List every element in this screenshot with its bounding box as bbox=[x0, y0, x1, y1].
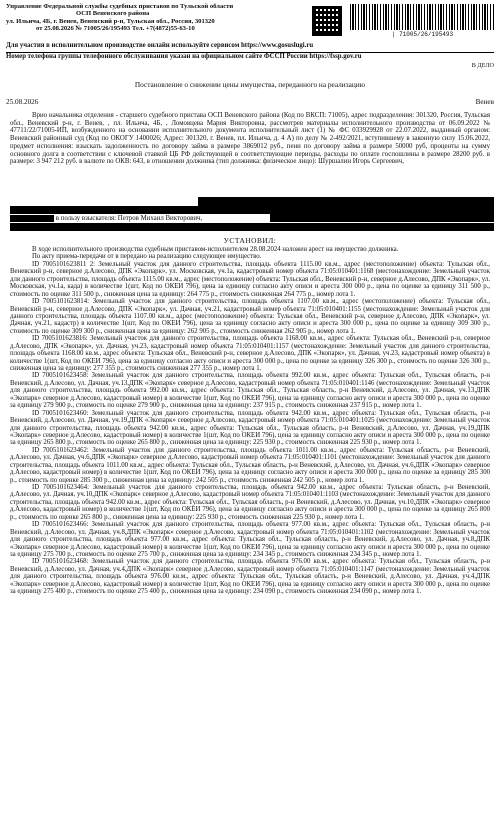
lot-item: ID 7005101623468: Земельный участок для данного строительства, площадь объекта 976.00 кв.м., адрес объекта: Тульская обл., Тульская область, р-н Веневский, д.Алесово, ул. Дачная, уч.4,ДПК «Экопарк» северное д.Алесово, кадастровый номер объекта 71:05:010401:1147 (местонахождение: Земельный участок для данного строительства, площадь объекта 976.00 кв.м., адрес объекта: Тульская обл., Тульская область, р-н Веневский, д.Алесово, ул. Дачная, уч.4,ДПК «Экопарк» северное д.Алесово, кадастровый номер) в количестве 1(шт, Код по ОКЕИ 796), цена за единицу согласно акту описи и ареста 300 000 р., цена по оценке за единицу 275 400 р., стоимость по оценке 275 400 р., сниженная цена за единицу: 234 090 р., стоимость сниженная 234 090 р., номер лота 1. bbox=[10, 558, 490, 596]
redacted-prefix bbox=[10, 215, 54, 222]
header-line-department: ОСП Веневского района bbox=[76, 10, 150, 18]
lot-item: ID 7005101623458: Земельный участок для данного строительства, площадь объекта 992.00 кв.м., адрес объекта: Тульская обл., Тульская область, р-н Веневский, д.Алесово, ул. Дачная, уч.13,ДПК «Экопарк» северное д.Алесово, кадастровый номер объекта 71:05:010401:1146 (местонахождение: Земельный участок для данного строительства, площадь объекта 992.00 кв.м., адрес объекта: Тульская обл., Тульская область, р-н Веневский, д.Алесово, ул. Дачная, уч.13,ДПК «Экопарк» северное д.Алесово, кадастровый номер) в количестве 1(шт, Код по ОКЕИ 796), цена за единицу согласно акту описи и ареста 300 000 р., цена по оценке за единицу 279 900 р., стоимость по оценке 279 900 р., сниженная цена за единицу: 237 915 р., стоимость сниженная 237 915 р., номер лота 1. bbox=[10, 372, 490, 410]
header-block bbox=[6, 3, 306, 33]
header-line-address: ул. Ильича, 4Б, г. Венев, Веневский р-н, Тульская обл., Россия, 301320 bbox=[6, 17, 215, 25]
creditor-line bbox=[10, 215, 202, 222]
header-line-number: от 25.08.2026 № 71005/26/195493 Тел. +7(4872)55-63-10 bbox=[36, 25, 195, 33]
redacted-debtor-info bbox=[198, 197, 494, 206]
gosuslugi-notice: Для участия в исполнительном производстве онлайн используйте сервисом https://www.gosuslugi.ru bbox=[6, 42, 314, 49]
document-city: Венев bbox=[475, 98, 494, 106]
intro-paragraph: Врио начальника отделения - старшего судебного пристава ОСП Веневского района (Код по ВКСП: 71005), адрес подразделения: 301320, Россия, Тульская обл., Веневский р-н, г. Венев, , пл. Ильича, 4Б, , Ломовцева Мария Викторовна, рассмотрев материалы исполнительного производства от 06.09.2022 № 47711/22/71005-ИП, возбужденного на основании исполнительного документа исполнительный лист (1) № ФС 033929928 от 22.07.2022, выданный органом: Веневский районный суд (Код по ОКОГУ 1400026; Адрес: 301320, г. Венев, пл. Ильича, д. 4 А) по делу № 2-492/2021, вступившему в законную силу 15.06.2022, предмет исполнения: взыскать задолженность по договору займа в размере 3869012 руб., пени по договору займа в размере 50000 руб, проценты на сумму основного долга в соответствии с ключевой ставкой ЦБ РФ действующей в соответствующие периоды, расходы по оплате госпошлины в размере 28200 руб. в размере: 3 947 212 руб. в валюте по ОКВ: 643, в отношении должника (тип должника: физическое лицо): Шуршалин Игорь Сергеевич, bbox=[10, 112, 490, 166]
phone-notice: Номер телефона группы телефонного обслуживания указан на официальном сайте ФССП России https://fssp.gov.ru bbox=[6, 53, 362, 60]
lot-item: ID 7005101623462: Земельный участок для данного строительства, площадь объекта 1011.00 кв.м., адрес объекта: Тульская область, р-н Веневский, д.Алесово, ул. Дачная, уч.6,ДПК «Экопарк» северное д.Алесово, кадастровый номер объекта 71:05:010401:1101 (местонахождение: Земельный участок для данного строительства, площадь объекта 1011.00 кв.м., адрес объекта: Тульская обл., Тульская область, р-н Веневский, д.Алесово, ул. Дачная, уч.6,ДПК «Экопарк» северное д.Алесово, кадастровый номер) в количестве 1(шт, Код по ОКЕИ 796), цена за единицу согласно акту описи и ареста 300 000 р., цена по оценке за единицу 285 300 р., стоимость по оценке 285 300 р., сниженная цена за единицу: 242 505 р., стоимость сниженная 242 505 р., номер лота 1. bbox=[10, 446, 490, 484]
intro-section bbox=[10, 112, 490, 166]
redacted-creditor-address bbox=[10, 223, 494, 231]
barcode-number: | 71005/26/195493 bbox=[391, 31, 454, 38]
lot-item: ID 7005101623466: Земельный участок для данного строительства, площадь объекта 977.00 кв.м., адрес объекта: Тульская обл., Тульская область, р-н Веневский, д.Алесово, ул. Дачная, уч.8,ДПК «Экопарк» северное д.Алесово, кадастровый номер объекта 71:05:010401:1102 (местонахождение: Земельный участок для данного строительства, площадь объекта 977.00 кв.м., адрес объекта: Тульская обл., Тульская область, р-н Веневский, д.Алесово, ул. Дачная, уч.8,ДПК «Экопарк» северное д.Алесово, кадастровый номер) в количестве 1(шт, Код по ОКЕИ 796), цена за единицу согласно акту описи и ареста 300 000 р., цена по оценке за единицу 275 700 р., стоимость по оценке 275 700 р., сниженная цена за единицу: 234 345 р., стоимость сниженная 234 345 р., номер лота 1. bbox=[10, 521, 490, 558]
lot-item: ID 7005101623460: Земельный участок для данного строительства, площадь объекта 942.00 кв.м., адрес объекта: Тульская обл., Тульская область, р-н Веневский, д.Алесово, ул. Дачная, уч.19,ДПК «Экопарк» северное д.Алесово, кадастровый номер объекта 71:05:010401:1025 (местонахождение: Земельный участок для данного строительства, площадь объекта 942.00 кв.м., адрес объекта: Тульская обл., Тульская область, р-н Веневский, д.Алесово, ул. Дачная, уч.19,ДПК «Экопарк» северное д.Алесово, кадастровый номер) в количестве 1(шт, Код по ОКЕИ 796), цена за единицу согласно акту описи и ареста 300 000 р., цена по оценке за единицу 265 800 р., стоимость по оценке 265 800 р., сниженная цена за единицу: 225 930 р., стоимость сниженная 225 930 р., номер лота 1. bbox=[10, 409, 490, 447]
barcode-icon bbox=[350, 4, 495, 30]
redacted-creditor-details bbox=[270, 214, 494, 222]
v-delo-stamp: В ДЕЛО bbox=[471, 62, 494, 69]
ustanovil-text: В ходе исполнительного производства судебным приставом-исполнителем 28.08.2024 наложен арест на имущество должника. bbox=[32, 246, 399, 253]
redacted-debtor-address bbox=[10, 206, 494, 214]
qr-code-icon bbox=[312, 6, 342, 36]
lot-item: ID 7005101623814: Земельный участок для данного строительства, площадь объекта 1107.00 кв.м., адрес (местоположение) объекта: Тульская обл., Веневский р-н, северное д.Алесово, ДПК «Экопарк», ул. Дачная, уч.21, кадастровый номер объекта 71:05:010401:1155 (местонахождение: Земельный участок для данного строительства, площадь объекта 1107.00 кв.м., адрес (местоположение) объекта: Тульская обл., Веневский р-н, северное д.Алесово, ДПК «Экопарк», ул. Дачная, уч.21, кадастр) в количестве 1(шт, Код по ОКЕИ 796), цена за единицу согласно акту описи и ареста 300 000 р., цена по оценке за единицу 309 300 р., стоимость по оценке 309 300 р., сниженная цена за единицу: 262 905 р., стоимость сниженная 262 905 р., номер лота 1. bbox=[10, 298, 490, 335]
creditor-name: Петров Михаил Викторович, bbox=[117, 215, 203, 222]
act-text: По акту приема-передачи от в передано на реализацию следующее имущество. bbox=[32, 253, 262, 261]
creditor-prefix: в пользу взыскателя: bbox=[55, 215, 117, 222]
header-line-agency: Управление Федеральной службы судебных приставов по Тульской области bbox=[6, 3, 234, 10]
ustanovil-heading: УСТАНОВИЛ: bbox=[223, 236, 277, 245]
lot-item: ID 7005101623816: Земельный участок для данного строительства, площадь объекта 1168.00 кв.м., адрес объекта: Тульская обл., Веневский р-н, северное д.Алесово, ДПК «Экопарк», ул. Дачная, уч.23, кадастровый номер объекта 71:05:010401:1157 (местонахождение: Земельный участок для данного строительства, площадь объекта 1168.00 кв.м., адрес объекта: Тульская обл., Веневский р-н, северное д.Алесово, ДПК «Экопарк», ул. Дачная, уч.23, кадастровый номер объекта) в количестве 1(шт, Код по ОКЕИ 796), цена за единицу согласно акту описи и ареста 300 000 р., цена по оценке за единицу 326 300 р., стоимость по оценке 326 300 р., сниженная цена за единицу: 277 355 р., стоимость сниженная 277 355 р., номер лота 1. bbox=[10, 335, 490, 372]
lot-item: ID 7005101623811 2: Земельный участок для данного строительства, площадь объекта 1115.00 кв.м., адрес (местоположение) объекта: Тульская обл., Веневский р-н, северное д.Алесово, ДПК «Экопарк», ул. Московская, уч.1а, кадастровый номер объекта 71:05:010401:1168 (местонахождение: Земельный участок для данного строительства, площадь объекта 1115.00 кв.м., адрес (местоположение) объекта: Тульская обл., Веневский р-н, северное д.Алесово, ДПК «Экопарк», ул. Московская, уч.1а, када) в количестве 1(шт, Код по ОКЕИ 796), цена за единицу согласно акту описи и ареста 300 000 р., цена по оценке за единицу 311 500 р., стоимость по оценке 311 500 р., сниженная цена за единицу: 264 775 р., стоимость сниженная 264 775 р., номер лота 1. bbox=[10, 260, 490, 298]
lots-section bbox=[10, 246, 490, 596]
lot-item: ID 7005101623464: Земельный участок для данного строительства, площадь объекта 942.00 кв.м., адрес объекта: Тульская область, р-н Веневский, д.Алесово, ул. Дачная, уч.10,ДПК «Экопарк» северное д.Алесово, кадастровый номер объекта 71:05:010401:1103 (местонахождение: Земельный участок для данного строительства, площадь объекта 942.00 кв.м., адрес объекта: Тульская обл., Тульская область, р-н Веневский, д.Алесово, ул. Дачная, уч.10,ДПК «Экопарк» северное д.Алесово, кадастровый номер) в количестве 1(шт, Код по ОКЕИ 796), цена за единицу согласно акту описи и ареста 300 000 р., цена по оценке за единицу 265 800 р., стоимость по оценке 265 800 р., сниженная цена за единицу: 225 930 р., стоимость сниженная 225 930 р., номер лота 1. bbox=[10, 484, 490, 521]
document-title: Постановление о снижении цены имущества, переданного на реализацию bbox=[134, 80, 366, 89]
document-date: 25.08.2026 bbox=[6, 98, 39, 106]
